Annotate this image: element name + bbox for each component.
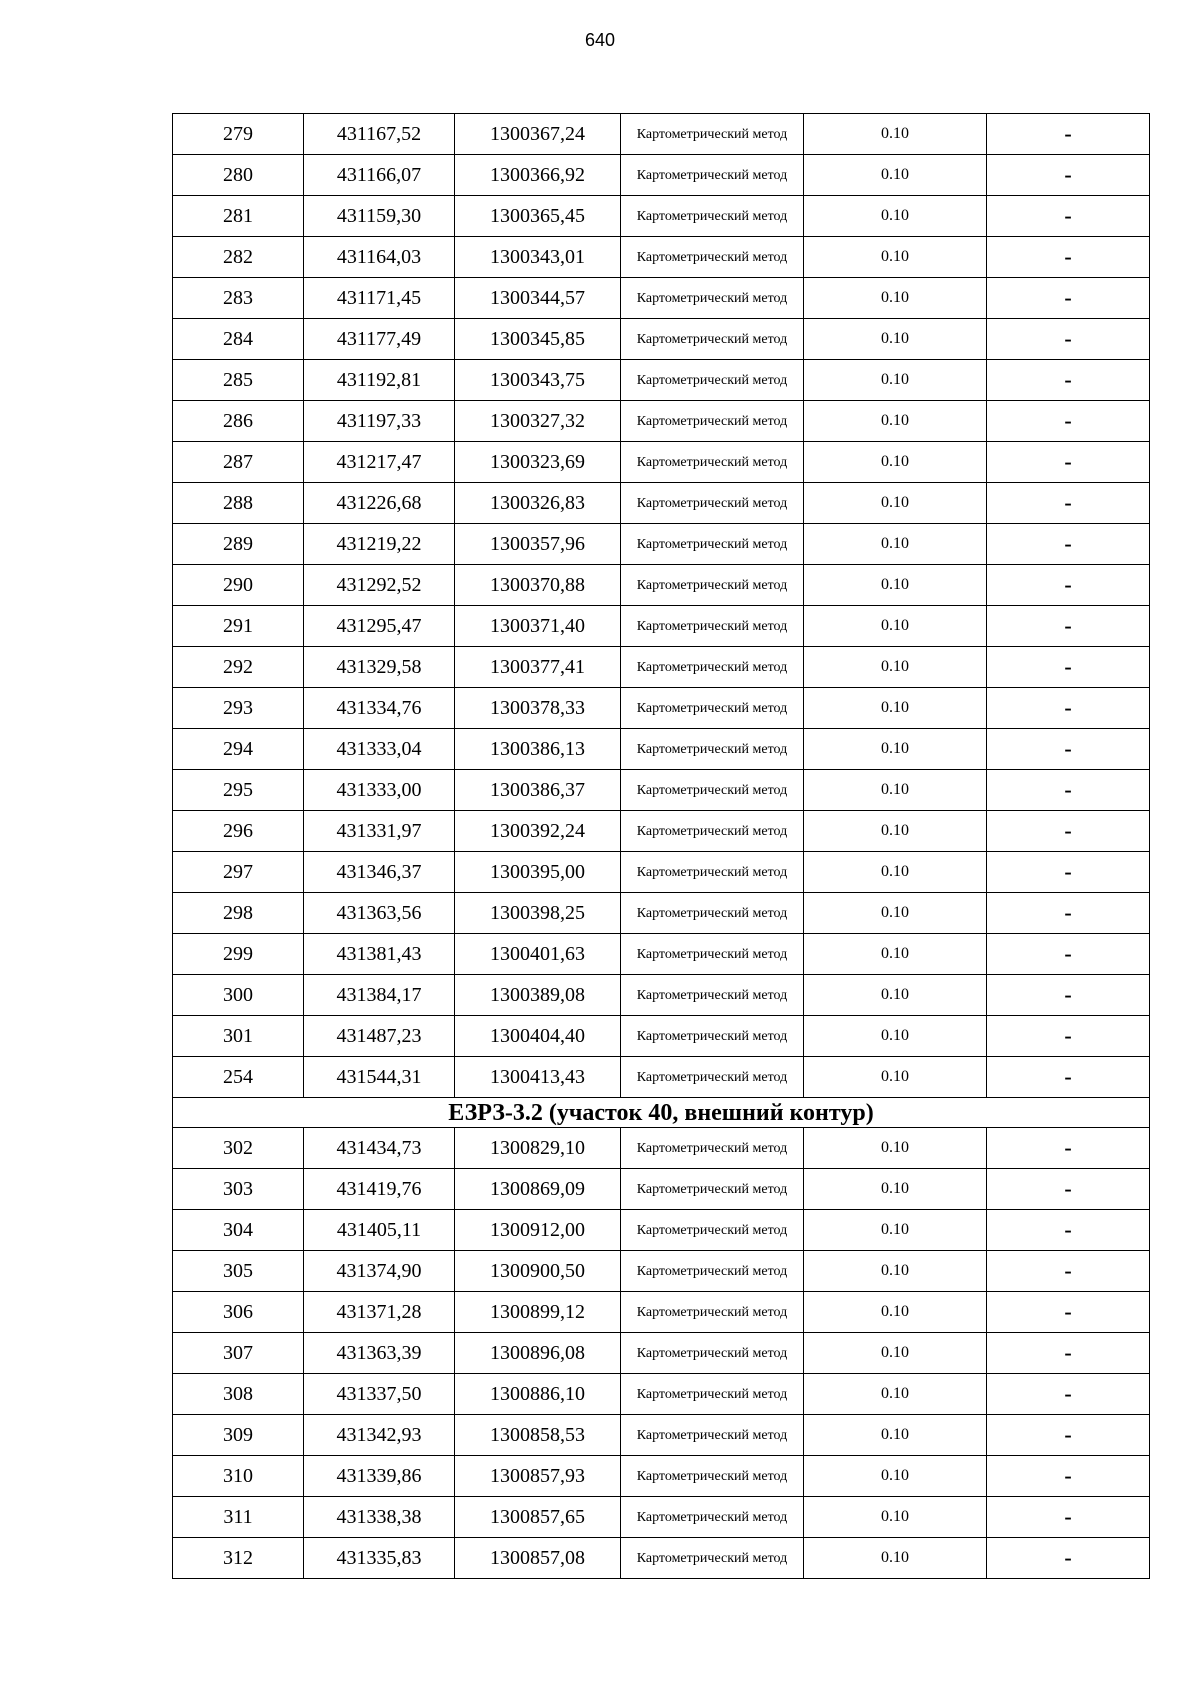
- point-number-cell: 284: [173, 319, 304, 360]
- point-number-cell: 311: [173, 1497, 304, 1538]
- method-cell: Картометрический метод: [621, 975, 804, 1016]
- accuracy-cell: 0.10: [804, 155, 987, 196]
- coordinates-table: [172, 113, 1150, 1579]
- accuracy-cell: 0.10: [804, 1538, 987, 1579]
- accuracy-cell: 0.10: [804, 360, 987, 401]
- note-cell: -: [987, 1333, 1150, 1374]
- y-coordinate-cell: 1300401,63: [455, 934, 621, 975]
- method-cell: Картометрический метод: [621, 278, 804, 319]
- accuracy-cell: 0.10: [804, 1169, 987, 1210]
- y-coordinate-cell: 1300386,13: [455, 729, 621, 770]
- method-cell: Картометрический метод: [621, 1016, 804, 1057]
- point-number-cell: 312: [173, 1538, 304, 1579]
- method-cell: Картометрический метод: [621, 811, 804, 852]
- table-row: [173, 1169, 1150, 1210]
- y-coordinate-cell: 1300389,08: [455, 975, 621, 1016]
- y-coordinate-cell: 1300900,50: [455, 1251, 621, 1292]
- y-coordinate-cell: 1300886,10: [455, 1374, 621, 1415]
- note-cell: -: [987, 934, 1150, 975]
- x-coordinate-cell: 431346,37: [304, 852, 455, 893]
- accuracy-cell: 0.10: [804, 647, 987, 688]
- accuracy-cell: 0.10: [804, 196, 987, 237]
- y-coordinate-cell: 1300371,40: [455, 606, 621, 647]
- x-coordinate-cell: 431405,11: [304, 1210, 455, 1251]
- y-coordinate-cell: 1300365,45: [455, 196, 621, 237]
- y-coordinate-cell: 1300357,96: [455, 524, 621, 565]
- point-number-cell: 297: [173, 852, 304, 893]
- accuracy-cell: 0.10: [804, 606, 987, 647]
- method-cell: Картометрический метод: [621, 647, 804, 688]
- table-row: [173, 319, 1150, 360]
- y-coordinate-cell: 1300413,43: [455, 1057, 621, 1098]
- note-cell: -: [987, 729, 1150, 770]
- method-cell: Картометрический метод: [621, 360, 804, 401]
- x-coordinate-cell: 431419,76: [304, 1169, 455, 1210]
- table-row: [173, 1057, 1150, 1098]
- accuracy-cell: 0.10: [804, 1333, 987, 1374]
- note-cell: -: [987, 893, 1150, 934]
- x-coordinate-cell: 431374,90: [304, 1251, 455, 1292]
- x-coordinate-cell: 431219,22: [304, 524, 455, 565]
- x-coordinate-cell: 431166,07: [304, 155, 455, 196]
- note-cell: -: [987, 1016, 1150, 1057]
- note-cell: -: [987, 852, 1150, 893]
- accuracy-cell: 0.10: [804, 1210, 987, 1251]
- x-coordinate-cell: 431334,76: [304, 688, 455, 729]
- table-row: [173, 606, 1150, 647]
- y-coordinate-cell: 1300377,41: [455, 647, 621, 688]
- note-cell: -: [987, 1374, 1150, 1415]
- x-coordinate-cell: 431335,83: [304, 1538, 455, 1579]
- accuracy-cell: 0.10: [804, 893, 987, 934]
- section-row: [173, 1098, 1150, 1128]
- table-row: [173, 401, 1150, 442]
- y-coordinate-cell: 1300398,25: [455, 893, 621, 934]
- x-coordinate-cell: 431329,58: [304, 647, 455, 688]
- y-coordinate-cell: 1300857,65: [455, 1497, 621, 1538]
- method-cell: Картометрический метод: [621, 155, 804, 196]
- accuracy-cell: 0.10: [804, 114, 987, 155]
- x-coordinate-cell: 431217,47: [304, 442, 455, 483]
- table-row: [173, 1415, 1150, 1456]
- point-number-cell: 303: [173, 1169, 304, 1210]
- method-cell: Картометрический метод: [621, 852, 804, 893]
- note-cell: -: [987, 688, 1150, 729]
- method-cell: Картометрический метод: [621, 1333, 804, 1374]
- y-coordinate-cell: 1300386,37: [455, 770, 621, 811]
- y-coordinate-cell: 1300857,93: [455, 1456, 621, 1497]
- table-row: [173, 852, 1150, 893]
- point-number-cell: 308: [173, 1374, 304, 1415]
- accuracy-cell: 0.10: [804, 1016, 987, 1057]
- note-cell: -: [987, 442, 1150, 483]
- table-row: [173, 1456, 1150, 1497]
- note-cell: -: [987, 647, 1150, 688]
- point-number-cell: 310: [173, 1456, 304, 1497]
- note-cell: -: [987, 1292, 1150, 1333]
- method-cell: Картометрический метод: [621, 1374, 804, 1415]
- point-number-cell: 289: [173, 524, 304, 565]
- note-cell: -: [987, 1251, 1150, 1292]
- x-coordinate-cell: 431338,38: [304, 1497, 455, 1538]
- method-cell: Картометрический метод: [621, 565, 804, 606]
- x-coordinate-cell: 431167,52: [304, 114, 455, 155]
- table-row: [173, 770, 1150, 811]
- accuracy-cell: 0.10: [804, 278, 987, 319]
- table-row: [173, 1016, 1150, 1057]
- accuracy-cell: 0.10: [804, 1374, 987, 1415]
- table-row: [173, 565, 1150, 606]
- y-coordinate-cell: 1300392,24: [455, 811, 621, 852]
- x-coordinate-cell: 431331,97: [304, 811, 455, 852]
- table-row: [173, 1251, 1150, 1292]
- y-coordinate-cell: 1300857,08: [455, 1538, 621, 1579]
- point-number-cell: 290: [173, 565, 304, 606]
- point-number-cell: 292: [173, 647, 304, 688]
- accuracy-cell: 0.10: [804, 811, 987, 852]
- note-cell: -: [987, 483, 1150, 524]
- table-row: [173, 729, 1150, 770]
- point-number-cell: 281: [173, 196, 304, 237]
- note-cell: -: [987, 1128, 1150, 1169]
- note-cell: -: [987, 1538, 1150, 1579]
- point-number-cell: 295: [173, 770, 304, 811]
- y-coordinate-cell: 1300323,69: [455, 442, 621, 483]
- x-coordinate-cell: 431363,39: [304, 1333, 455, 1374]
- point-number-cell: 285: [173, 360, 304, 401]
- note-cell: -: [987, 565, 1150, 606]
- note-cell: -: [987, 114, 1150, 155]
- method-cell: Картометрический метод: [621, 1497, 804, 1538]
- note-cell: -: [987, 1415, 1150, 1456]
- x-coordinate-cell: 431197,33: [304, 401, 455, 442]
- table-row: [173, 155, 1150, 196]
- accuracy-cell: 0.10: [804, 770, 987, 811]
- accuracy-cell: 0.10: [804, 1497, 987, 1538]
- accuracy-cell: 0.10: [804, 729, 987, 770]
- point-number-cell: 286: [173, 401, 304, 442]
- note-cell: -: [987, 811, 1150, 852]
- x-coordinate-cell: 431333,00: [304, 770, 455, 811]
- point-number-cell: 283: [173, 278, 304, 319]
- x-coordinate-cell: 431192,81: [304, 360, 455, 401]
- note-cell: -: [987, 975, 1150, 1016]
- method-cell: Картометрический метод: [621, 483, 804, 524]
- x-coordinate-cell: 431333,04: [304, 729, 455, 770]
- table-row: [173, 442, 1150, 483]
- table-row: [173, 360, 1150, 401]
- page-number: 640: [584, 30, 616, 50]
- note-cell: -: [987, 360, 1150, 401]
- note-cell: -: [987, 1456, 1150, 1497]
- method-cell: Картометрический метод: [621, 1415, 804, 1456]
- y-coordinate-cell: 1300912,00: [455, 1210, 621, 1251]
- table-row: [173, 483, 1150, 524]
- point-number-cell: 299: [173, 934, 304, 975]
- method-cell: Картометрический метод: [621, 1292, 804, 1333]
- x-coordinate-cell: 431164,03: [304, 237, 455, 278]
- note-cell: -: [987, 401, 1150, 442]
- point-number-cell: 302: [173, 1128, 304, 1169]
- note-cell: -: [987, 196, 1150, 237]
- table-row: [173, 1538, 1150, 1579]
- method-cell: Картометрический метод: [621, 606, 804, 647]
- point-number-cell: 306: [173, 1292, 304, 1333]
- y-coordinate-cell: 1300899,12: [455, 1292, 621, 1333]
- y-coordinate-cell: 1300378,33: [455, 688, 621, 729]
- note-cell: -: [987, 524, 1150, 565]
- accuracy-cell: 0.10: [804, 852, 987, 893]
- note-cell: -: [987, 606, 1150, 647]
- point-number-cell: 298: [173, 893, 304, 934]
- table-row: [173, 1497, 1150, 1538]
- table-row: [173, 1210, 1150, 1251]
- note-cell: -: [987, 1497, 1150, 1538]
- accuracy-cell: 0.10: [804, 442, 987, 483]
- note-cell: -: [987, 155, 1150, 196]
- y-coordinate-cell: 1300858,53: [455, 1415, 621, 1456]
- x-coordinate-cell: 431371,28: [304, 1292, 455, 1333]
- point-number-cell: 291: [173, 606, 304, 647]
- note-cell: -: [987, 1169, 1150, 1210]
- method-cell: Картометрический метод: [621, 1210, 804, 1251]
- accuracy-cell: 0.10: [804, 319, 987, 360]
- note-cell: -: [987, 278, 1150, 319]
- x-coordinate-cell: 431544,31: [304, 1057, 455, 1098]
- y-coordinate-cell: 1300344,57: [455, 278, 621, 319]
- point-number-cell: 307: [173, 1333, 304, 1374]
- point-number-cell: 305: [173, 1251, 304, 1292]
- table-row: [173, 975, 1150, 1016]
- method-cell: Картометрический метод: [621, 934, 804, 975]
- method-cell: Картометрический метод: [621, 893, 804, 934]
- x-coordinate-cell: 431363,56: [304, 893, 455, 934]
- note-cell: -: [987, 1057, 1150, 1098]
- accuracy-cell: 0.10: [804, 237, 987, 278]
- y-coordinate-cell: 1300343,01: [455, 237, 621, 278]
- method-cell: Картометрический метод: [621, 1057, 804, 1098]
- method-cell: Картометрический метод: [621, 729, 804, 770]
- accuracy-cell: 0.10: [804, 483, 987, 524]
- y-coordinate-cell: 1300896,08: [455, 1333, 621, 1374]
- coordinates-table-body: [173, 114, 1150, 1579]
- accuracy-cell: 0.10: [804, 1251, 987, 1292]
- method-cell: Картометрический метод: [621, 196, 804, 237]
- table-row: [173, 278, 1150, 319]
- table-row: [173, 934, 1150, 975]
- note-cell: -: [987, 237, 1150, 278]
- accuracy-cell: 0.10: [804, 401, 987, 442]
- method-cell: Картометрический метод: [621, 770, 804, 811]
- point-number-cell: 280: [173, 155, 304, 196]
- x-coordinate-cell: 431487,23: [304, 1016, 455, 1057]
- point-number-cell: 300: [173, 975, 304, 1016]
- method-cell: Картометрический метод: [621, 442, 804, 483]
- accuracy-cell: 0.10: [804, 524, 987, 565]
- table-row: [173, 811, 1150, 852]
- method-cell: Картометрический метод: [621, 1169, 804, 1210]
- method-cell: Картометрический метод: [621, 237, 804, 278]
- accuracy-cell: 0.10: [804, 1128, 987, 1169]
- table-row: [173, 688, 1150, 729]
- x-coordinate-cell: 431226,68: [304, 483, 455, 524]
- y-coordinate-cell: 1300869,09: [455, 1169, 621, 1210]
- accuracy-cell: 0.10: [804, 1415, 987, 1456]
- table-row: [173, 196, 1150, 237]
- section-title: ЕЗРЗ-3.2 (участок 40, внешний контур): [173, 1098, 1150, 1128]
- accuracy-cell: 0.10: [804, 565, 987, 606]
- y-coordinate-cell: 1300343,75: [455, 360, 621, 401]
- x-coordinate-cell: 431381,43: [304, 934, 455, 975]
- x-coordinate-cell: 431339,86: [304, 1456, 455, 1497]
- table-row: [173, 1292, 1150, 1333]
- point-number-cell: 287: [173, 442, 304, 483]
- point-number-cell: 301: [173, 1016, 304, 1057]
- y-coordinate-cell: 1300366,92: [455, 155, 621, 196]
- table-row: [173, 893, 1150, 934]
- x-coordinate-cell: 431342,93: [304, 1415, 455, 1456]
- x-coordinate-cell: 431295,47: [304, 606, 455, 647]
- method-cell: Картометрический метод: [621, 401, 804, 442]
- method-cell: Картометрический метод: [621, 1456, 804, 1497]
- x-coordinate-cell: 431177,49: [304, 319, 455, 360]
- method-cell: Картометрический метод: [621, 1128, 804, 1169]
- y-coordinate-cell: 1300404,40: [455, 1016, 621, 1057]
- y-coordinate-cell: 1300326,83: [455, 483, 621, 524]
- y-coordinate-cell: 1300327,32: [455, 401, 621, 442]
- method-cell: Картометрический метод: [621, 1251, 804, 1292]
- x-coordinate-cell: 431292,52: [304, 565, 455, 606]
- y-coordinate-cell: 1300367,24: [455, 114, 621, 155]
- y-coordinate-cell: 1300370,88: [455, 565, 621, 606]
- point-number-cell: 288: [173, 483, 304, 524]
- x-coordinate-cell: 431384,17: [304, 975, 455, 1016]
- method-cell: Картометрический метод: [621, 114, 804, 155]
- table-row: [173, 237, 1150, 278]
- method-cell: Картометрический метод: [621, 319, 804, 360]
- note-cell: -: [987, 770, 1150, 811]
- point-number-cell: 254: [173, 1057, 304, 1098]
- x-coordinate-cell: 431337,50: [304, 1374, 455, 1415]
- table-row: [173, 1333, 1150, 1374]
- accuracy-cell: 0.10: [804, 934, 987, 975]
- x-coordinate-cell: 431159,30: [304, 196, 455, 237]
- table-row: [173, 1128, 1150, 1169]
- point-number-cell: 282: [173, 237, 304, 278]
- note-cell: -: [987, 1210, 1150, 1251]
- accuracy-cell: 0.10: [804, 1057, 987, 1098]
- note-cell: -: [987, 319, 1150, 360]
- point-number-cell: 309: [173, 1415, 304, 1456]
- point-number-cell: 304: [173, 1210, 304, 1251]
- x-coordinate-cell: 431171,45: [304, 278, 455, 319]
- y-coordinate-cell: 1300395,00: [455, 852, 621, 893]
- point-number-cell: 294: [173, 729, 304, 770]
- method-cell: Картометрический метод: [621, 1538, 804, 1579]
- table-row: [173, 647, 1150, 688]
- accuracy-cell: 0.10: [804, 688, 987, 729]
- accuracy-cell: 0.10: [804, 975, 987, 1016]
- accuracy-cell: 0.10: [804, 1456, 987, 1497]
- table-row: [173, 524, 1150, 565]
- point-number-cell: 293: [173, 688, 304, 729]
- method-cell: Картометрический метод: [621, 688, 804, 729]
- table-row: [173, 1374, 1150, 1415]
- y-coordinate-cell: 1300345,85: [455, 319, 621, 360]
- accuracy-cell: 0.10: [804, 1292, 987, 1333]
- point-number-cell: 279: [173, 114, 304, 155]
- table-row: [173, 114, 1150, 155]
- x-coordinate-cell: 431434,73: [304, 1128, 455, 1169]
- point-number-cell: 296: [173, 811, 304, 852]
- method-cell: Картометрический метод: [621, 524, 804, 565]
- y-coordinate-cell: 1300829,10: [455, 1128, 621, 1169]
